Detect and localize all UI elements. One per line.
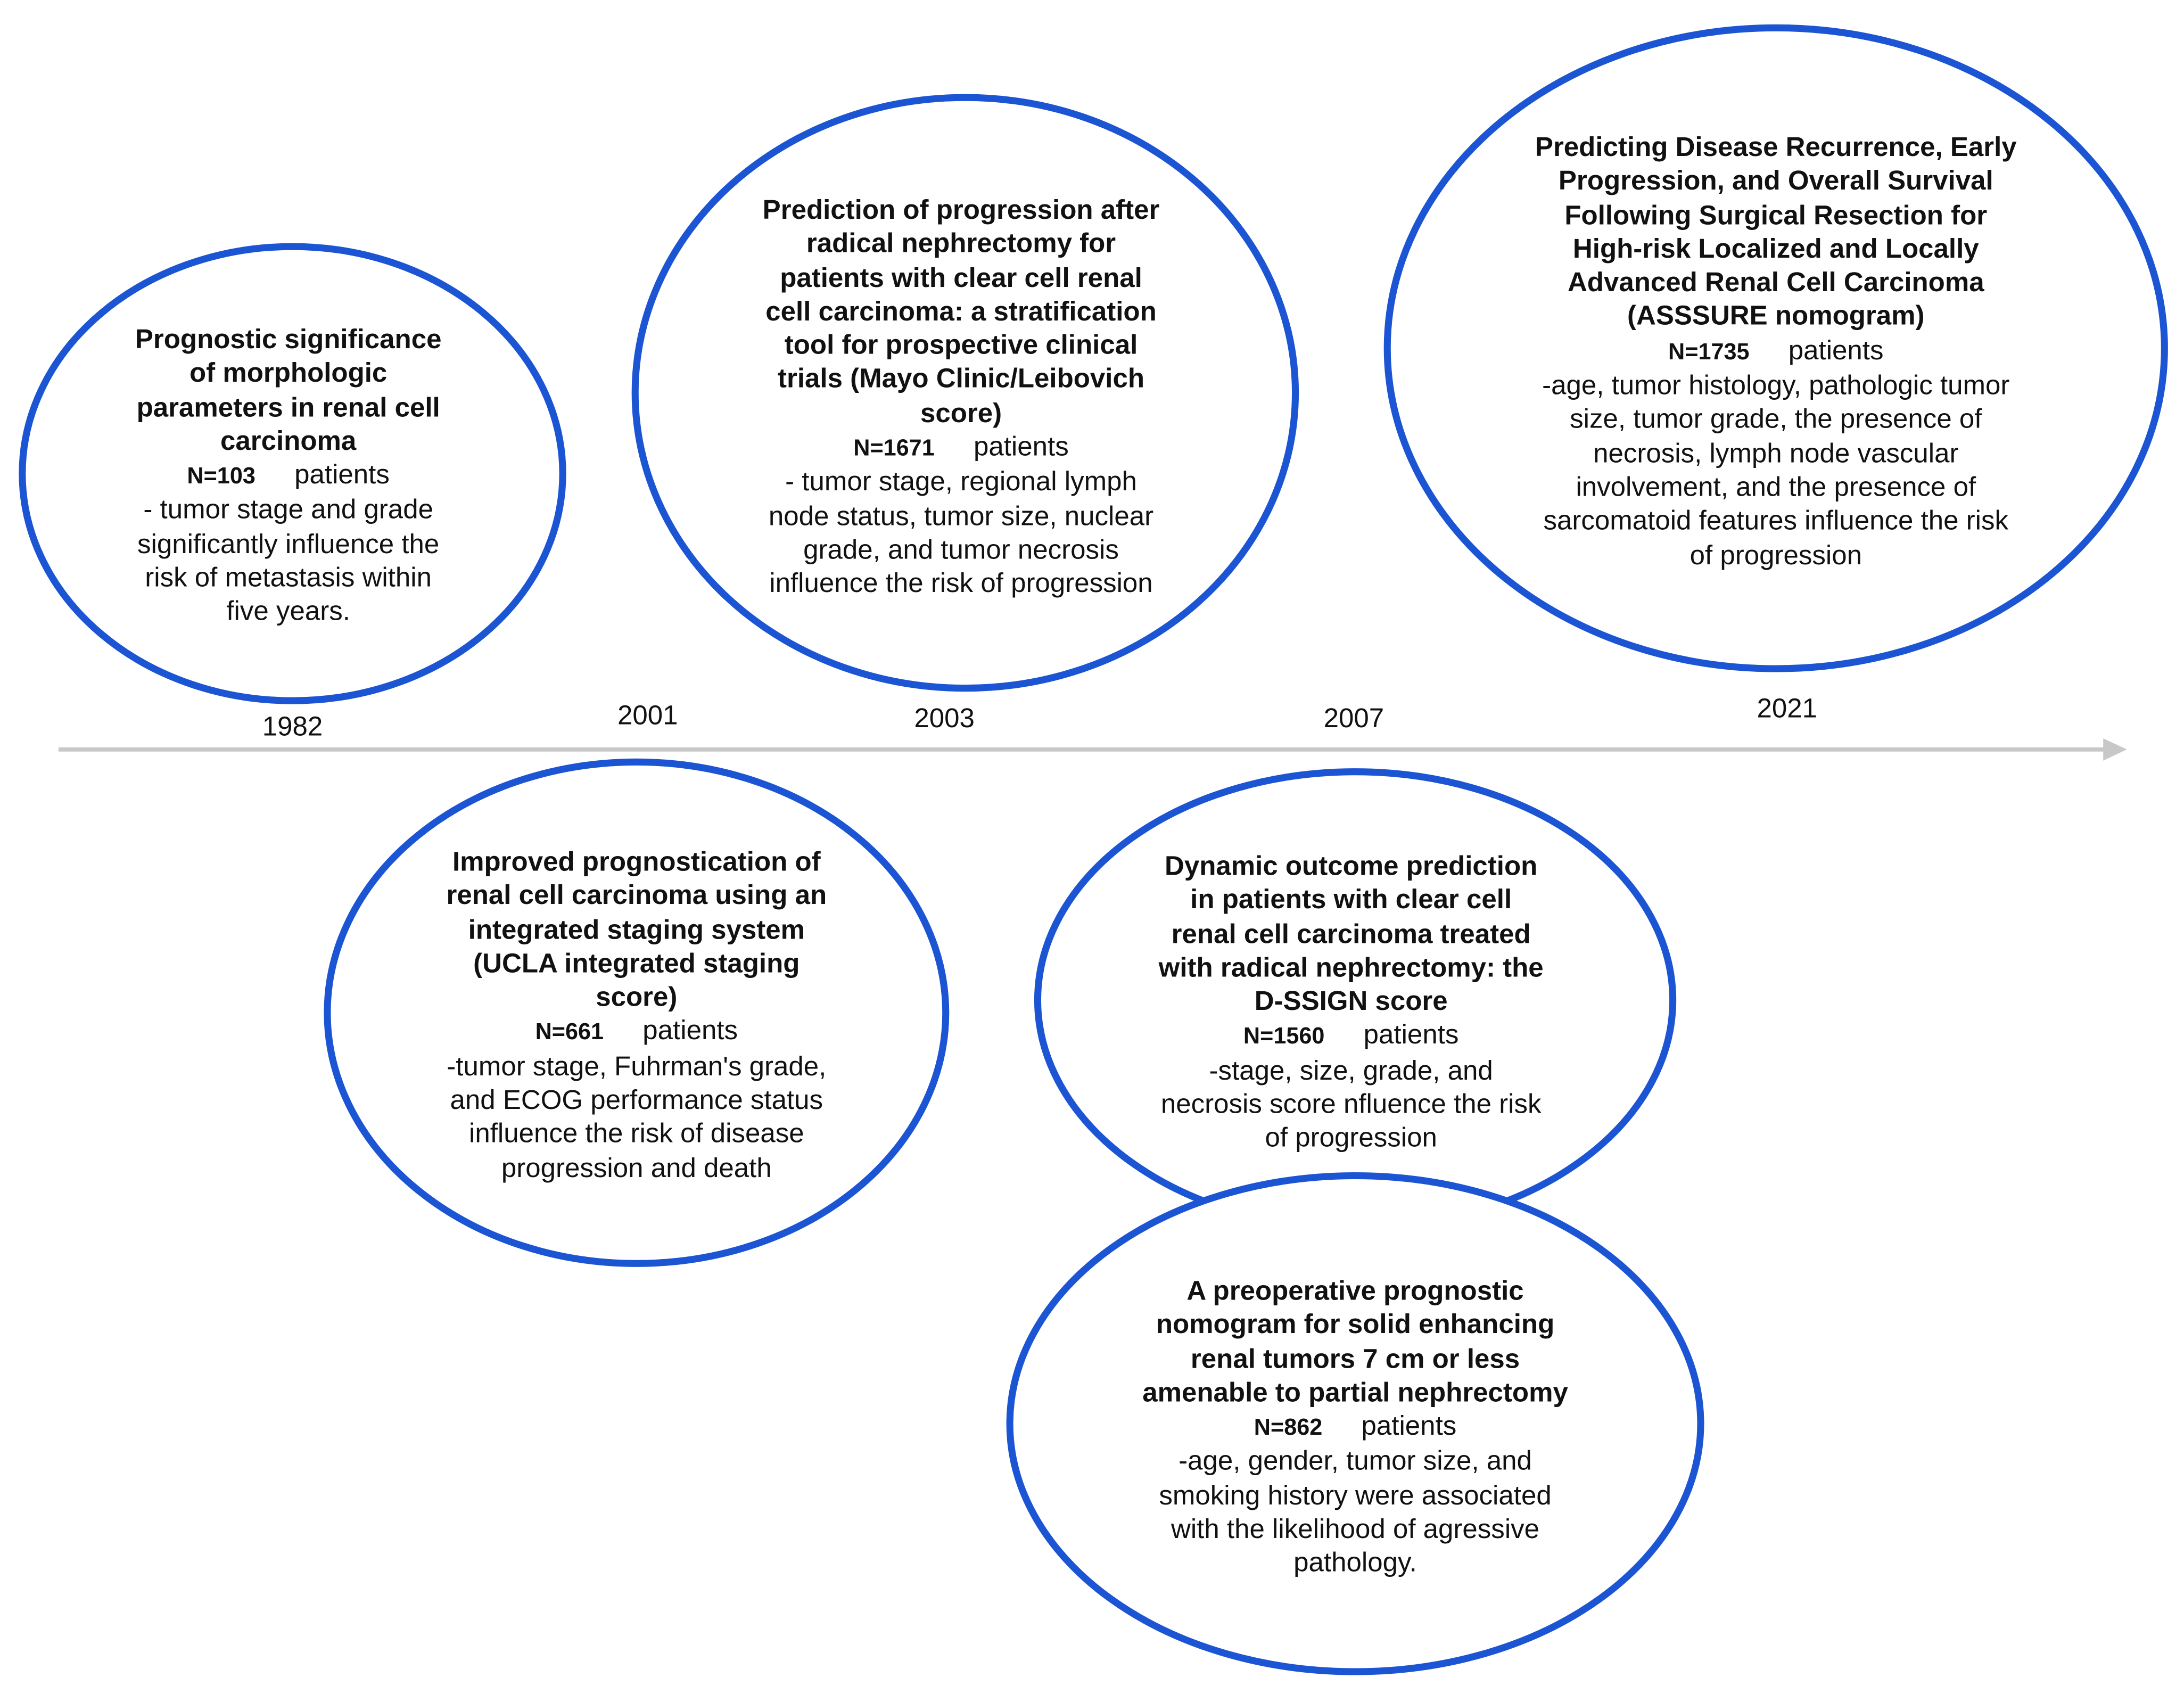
study-title-line: renal cell carcinoma treated xyxy=(1171,918,1531,950)
patient-count-unit: patients xyxy=(1788,335,1884,366)
patient-count-unit: patients xyxy=(973,432,1069,463)
study-description-line: -age, tumor histology, pathologic tumor xyxy=(1542,371,2010,401)
study-description-line: significantly influence the xyxy=(137,529,440,560)
study-title xyxy=(1535,131,2017,334)
patient-count-unit: patients xyxy=(1361,1411,1457,1442)
study-title xyxy=(447,845,827,1015)
study-title-line: of morphologic xyxy=(189,358,388,389)
study-description-line: of progression xyxy=(1265,1123,1437,1154)
study-title-line: Prediction of progression after xyxy=(762,195,1160,226)
study-description-line: - tumor stage and grade xyxy=(143,495,433,526)
study-title xyxy=(1159,850,1544,1019)
year-label: 2001 xyxy=(617,701,678,731)
patient-count xyxy=(447,1015,827,1050)
patient-count-value: N=862 xyxy=(1254,1416,1323,1441)
study-title-line: A preoperative prognostic xyxy=(1186,1276,1524,1307)
study-title-line: score) xyxy=(920,398,1002,429)
study-title-line: with radical nephrectomy: the xyxy=(1158,952,1544,984)
study-title xyxy=(135,323,442,458)
study-title-line: (UCLA integrated staging xyxy=(473,948,800,980)
study-text xyxy=(135,323,442,629)
patient-count-value: N=103 xyxy=(187,464,256,489)
study-title-line: parameters in renal cell xyxy=(136,392,440,423)
study-title-line: D-SSIGN score xyxy=(1254,986,1448,1017)
study-description-line: -stage, size, grade, and xyxy=(1209,1055,1493,1087)
study-title-line: Dynamic outcome prediction xyxy=(1165,851,1538,882)
patient-count-unit: patients xyxy=(294,460,390,491)
study-description-line: necrosis, lymph node vascular xyxy=(1593,438,1959,469)
study-title-line: High-risk Localized and Locally xyxy=(1572,234,1979,265)
study-title-line: (ASSSURE nomogram) xyxy=(1627,301,1925,333)
patient-count xyxy=(135,458,442,494)
study-title-line: tool for prospective clinical xyxy=(784,330,1138,361)
study-title-line: trials (Mayo Clinic/Leibovich xyxy=(778,364,1145,395)
study-title-line: Progression, and Overall Survival xyxy=(1558,166,1993,197)
study-description-line: five years. xyxy=(226,596,350,628)
patient-count xyxy=(1159,1019,1544,1054)
study-description-line: -age, gender, tumor size, and xyxy=(1178,1446,1532,1477)
patient-count-value: N=1671 xyxy=(853,436,935,462)
study-description-line: necrosis score nfluence the risk xyxy=(1160,1089,1542,1121)
study-title-line: patients with clear cell renal xyxy=(780,262,1142,294)
study-title-line: in patients with clear cell xyxy=(1190,885,1512,916)
patient-count xyxy=(1142,1410,1568,1445)
patient-count xyxy=(1535,334,2017,369)
year-label: 2007 xyxy=(1323,703,1384,735)
study-title-line: score) xyxy=(596,982,678,1013)
study-description xyxy=(135,494,442,629)
year-label: 2021 xyxy=(1757,694,1817,725)
study-text xyxy=(1142,1274,1568,1581)
study-title-line: carcinoma xyxy=(220,426,357,457)
study-title-line: nomogram for solid enhancing xyxy=(1156,1310,1555,1341)
study-description-line: sarcomatoid features influence the risk xyxy=(1543,506,2009,537)
patient-count-value: N=1735 xyxy=(1668,339,1750,365)
study-description-line: progression and death xyxy=(501,1153,772,1184)
study-description-line: involvement, and the presence of xyxy=(1576,472,1976,503)
study-description-line: - tumor stage, regional lymph xyxy=(785,467,1137,498)
study-title-line: Predicting Disease Recurrence, Early xyxy=(1535,132,2017,163)
patient-count-unit: patients xyxy=(642,1016,738,1047)
study-title-line: Following Surgical Resection for xyxy=(1564,200,1988,231)
study-title-line: cell carcinoma: a stratification xyxy=(765,297,1157,327)
study-title-line: integrated staging system xyxy=(468,915,805,945)
study-description-line: grade, and tumor necrosis xyxy=(803,534,1119,566)
study-title-line: radical nephrectomy for xyxy=(806,228,1116,260)
patient-count-value: N=1560 xyxy=(1243,1024,1325,1050)
study-description-line: with the likelihood of agressive xyxy=(1171,1514,1540,1545)
study-description-line: size, tumor grade, the presence of xyxy=(1570,404,1982,435)
study-description-line: risk of metastasis within xyxy=(145,563,432,594)
study-description xyxy=(763,466,1160,601)
year-label: 2003 xyxy=(914,703,975,735)
study-text xyxy=(1159,850,1544,1156)
timeline-arrowhead xyxy=(2103,738,2127,761)
study-title-line: Improved prognostication of xyxy=(452,846,821,878)
study-text xyxy=(447,845,827,1185)
patient-count-unit: patients xyxy=(1363,1020,1459,1051)
study-description-line: influence the risk of progression xyxy=(769,569,1153,599)
study-description xyxy=(1535,369,2017,572)
study-description xyxy=(447,1050,827,1185)
study-title-line: renal tumors 7 cm or less xyxy=(1190,1344,1520,1375)
study-text xyxy=(763,194,1160,602)
study-description-line: pathology. xyxy=(1293,1548,1417,1579)
study-text xyxy=(1535,131,2017,572)
study-description-line: smoking history were associated xyxy=(1159,1480,1552,1511)
study-title-line: renal cell carcinoma using an xyxy=(446,881,827,912)
year-label: 1982 xyxy=(262,712,323,743)
study-description-line: -tumor stage, Fuhrman's grade, xyxy=(447,1051,827,1082)
patient-count xyxy=(763,431,1160,466)
study-description xyxy=(1159,1054,1544,1156)
study-title-line: Advanced Renal Cell Carcinoma xyxy=(1567,267,1984,299)
study-title-line: Prognostic significance xyxy=(135,324,442,356)
study-description-line: node status, tumor size, nuclear xyxy=(768,501,1154,532)
study-title xyxy=(1142,1274,1568,1410)
study-description-line: of progression xyxy=(1689,540,1862,571)
study-description xyxy=(1142,1445,1568,1581)
study-description-line: influence the risk of disease xyxy=(468,1119,804,1150)
study-description-line: and ECOG performance status xyxy=(450,1085,823,1116)
study-title-line: amenable to partial nephrectomy xyxy=(1142,1377,1568,1409)
patient-count-value: N=661 xyxy=(535,1020,604,1046)
study-title xyxy=(763,194,1160,431)
